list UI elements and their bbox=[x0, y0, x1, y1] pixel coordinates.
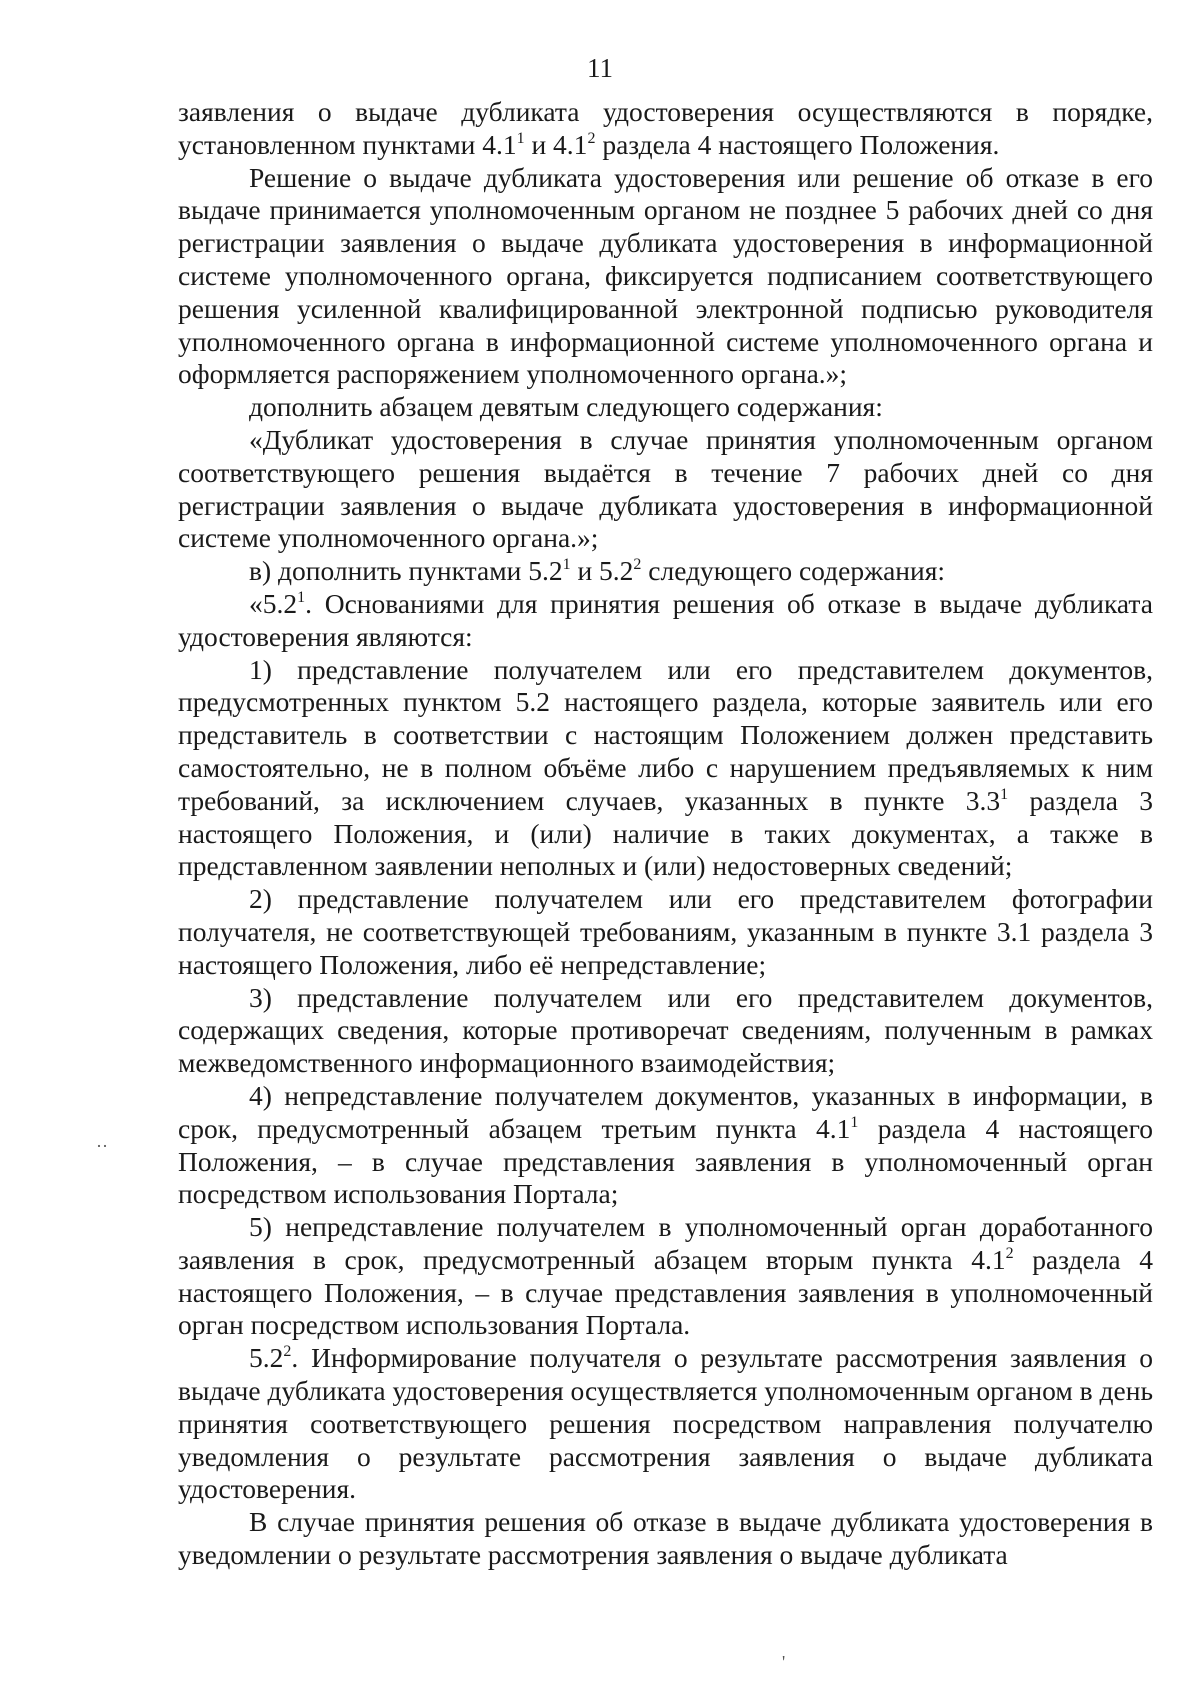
text-segment: раздела 3 настоящего Положения, и (или) наличие в таких документах, а также в представленном заявлении неполных и (или) недостоверных сведений; bbox=[178, 784, 1154, 882]
paragraph bbox=[178, 588, 1153, 654]
text-segment: «5.2 bbox=[249, 587, 298, 619]
scan-speck: ·· bbox=[96, 1136, 108, 1156]
text-segment: 2) представление получателем или его представителем фотографии получателя, не соответствующей требованиям, указанным в пункте 3.1 раздела 3 настоящего Положения, либо её непредставление; bbox=[178, 883, 1153, 980]
paragraph bbox=[178, 654, 1153, 884]
text-segment: . Основаниями для принятия решения об отказе в выдаче дубликата удостоверения являются: bbox=[178, 587, 1153, 652]
text-segment: 1) представление получателем или его представителем документов, предусмотренных пунктом 5.2 настоящего раздела, которые заявитель или его представитель в соответствии с настоящим Положением должен представить самостоятельно, не в полном объёме либо с нарушением предъявляемых к ним требований, за исключением случаев, указанных в пункте 3.3 bbox=[178, 653, 1153, 816]
paragraph bbox=[178, 162, 1153, 392]
paragraph bbox=[178, 96, 1153, 162]
text-segment: раздела 4 настоящего Положения, – в случае представления заявления в уполномоченный орган посредством использования Портала; bbox=[178, 1112, 1153, 1210]
page-number: 11 bbox=[587, 53, 613, 83]
text-segment: заявления о выдаче дубликата удостоверения осуществляются в порядке, установленном пунктами 4.1 bbox=[178, 96, 1153, 160]
paragraph bbox=[178, 1342, 1153, 1506]
paragraph bbox=[178, 391, 1153, 424]
text-segment: «Дубликат удостоверения в случае принятия уполномоченным органом соответствующего решения выдаётся в течение 7 рабочих дней со дня регистрации заявления о выдаче дубликата удостоверения в информационной системе уполномоченного органа.»; bbox=[178, 423, 1153, 554]
paragraph bbox=[178, 424, 1153, 555]
text-segment: и 4.1 bbox=[524, 128, 588, 160]
paragraph bbox=[178, 1080, 1153, 1211]
text-segment: следующего содержания: bbox=[641, 555, 945, 587]
superscript: 1 bbox=[562, 556, 571, 574]
superscript: 1 bbox=[1000, 785, 1009, 803]
document-body bbox=[178, 96, 1153, 1572]
paragraph bbox=[178, 555, 1153, 588]
paragraph bbox=[178, 1211, 1153, 1342]
paragraph bbox=[178, 982, 1153, 1080]
scan-speck: ' bbox=[782, 1652, 786, 1672]
paragraph bbox=[178, 883, 1153, 981]
text-segment: 5.2 bbox=[249, 1342, 284, 1374]
text-segment: 3) представление получателем или его представителем документов, содержащих сведения, которые противоречат сведениям, полученным в рамках межведомственного информационного взаимодействия; bbox=[178, 981, 1153, 1079]
text-segment: . Информирование получателя о результате рассмотрения заявления о выдаче дубликата удостоверения осуществляется уполномоченным органом в день принятия соответствующего решения посредством направления получателю уведомления о результате рассмотрения заявления о выдаче дубликата удостоверения. bbox=[178, 1342, 1153, 1505]
text-segment: В случае принятия решения об отказе в выдаче дубликата удостоверения в уведомлении о результате рассмотрения заявления о выдаче дубликата bbox=[178, 1506, 1153, 1571]
superscript: 1 bbox=[297, 588, 306, 606]
superscript: 1 bbox=[516, 129, 525, 147]
text-segment: раздела 4 настоящего Положения. bbox=[595, 128, 1000, 160]
superscript: 2 bbox=[633, 556, 642, 574]
text-segment: в) дополнить пунктами 5.2 bbox=[249, 555, 563, 587]
superscript: 2 bbox=[587, 129, 596, 147]
paragraph bbox=[178, 1506, 1153, 1572]
superscript: 2 bbox=[1005, 1244, 1014, 1262]
text-segment: Решение о выдаче дубликата удостоверения или решение об отказе в его выдаче принимается уполномоченным органом не позднее 5 рабочих дней со дня регистрации заявления о выдаче дубликата удостоверения в информационной системе уполномоченного органа, фиксируется подписанием соответствующего решения усиленной квалифицированной электронной подписью руководителя уполномоченного органа в информационной системе уполномоченного органа и оформляется распоряжением уполномоченного органа.»; bbox=[178, 161, 1153, 390]
text-segment: дополнить абзацем девятым следующего содержания: bbox=[249, 391, 883, 423]
text-segment: и 5.2 bbox=[570, 555, 634, 587]
superscript: 1 bbox=[850, 1113, 859, 1131]
text-segment: 5) непредставление получателем в уполномоченный орган доработанного заявления в срок, предусмотренный абзацем вторым пункта 4.1 bbox=[178, 1211, 1153, 1275]
text-segment: 4) непредставление получателем документов, указанных в информации, в срок, предусмотренный абзацем третьим пункта 4.1 bbox=[178, 1079, 1153, 1144]
text-segment: раздела 4 настоящего Положения, – в случае представления заявления в уполномоченный орган посредством использования Портала. bbox=[178, 1243, 1153, 1341]
superscript: 2 bbox=[283, 1343, 292, 1361]
